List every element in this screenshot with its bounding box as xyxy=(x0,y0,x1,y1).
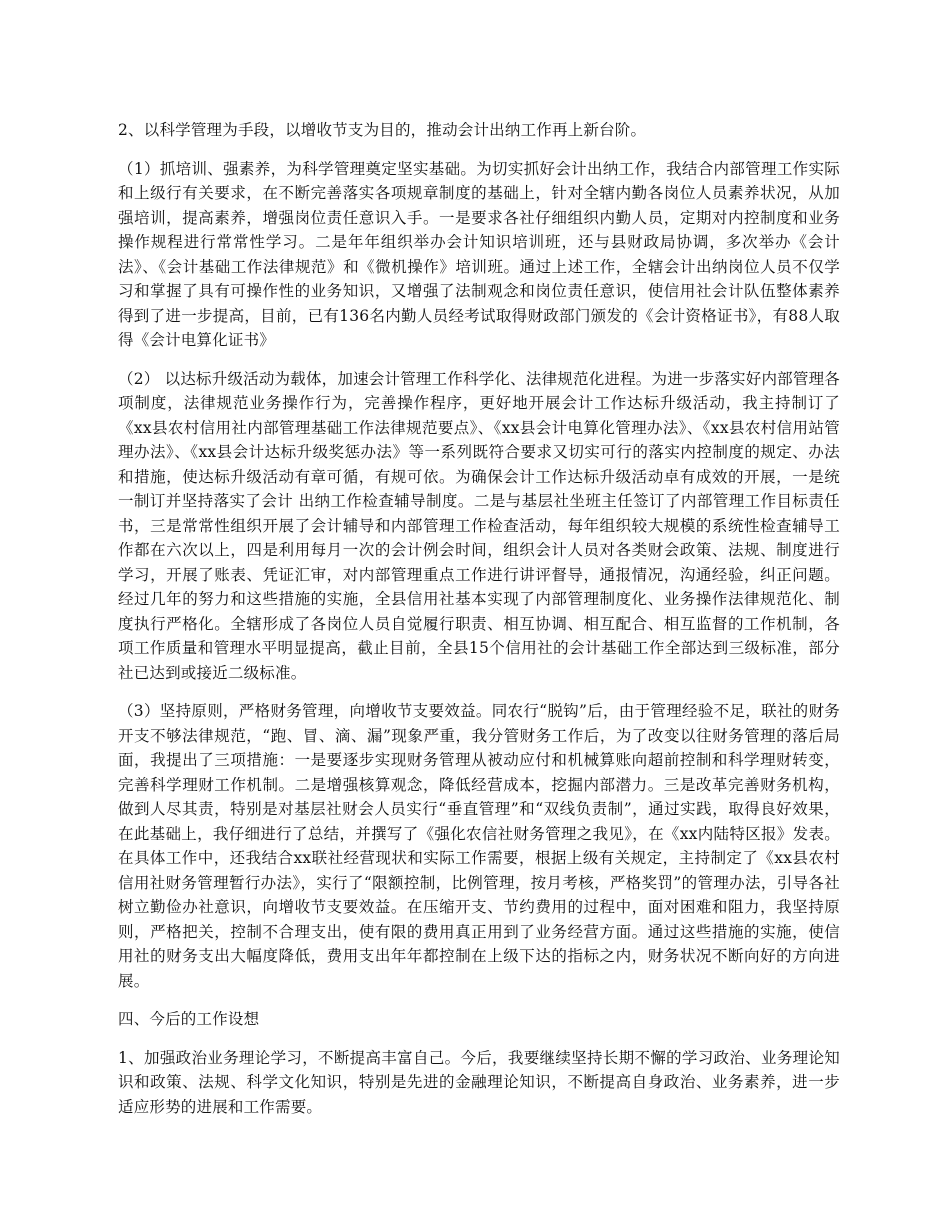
document-page xyxy=(118,118,840,1133)
paragraph-section-2-heading: 2、以科学管理为手段，以增收节支为目的，推动会计出纳工作再上新台阶。 xyxy=(118,121,647,139)
section-heading-future-plans: 四、今后的工作设想 xyxy=(118,1010,260,1028)
paragraph-financial-management: （3）坚持原则，严格财务管理，向增收节支要效益。同农行“脱钩”后，由于管理经验不足，联社的财务开支不够法律规范，“跑、冒、滴、漏”现象严重，我分管财务工作后，为了改变以往财务管理的落后局面，我提出了三项措施：一是要逐步实现财务管理从被动应付和机械算账向超前控制和科学理财转变，完善科学理财工作机制。二是增强核算观念，降低经营成本，挖掘内部潜力。三是改革完善财务机构，做到人尽其责，特别是对基层社财会人员实行“垂直管理”和“双线负责制”，通过实践，取得良好效果，在此基础上，我仔细进行了总结，并撰写了《强化农信社财务管理之我见》，在《xx内陆特区报》发表。在具体工作中，还我结合xx联社经营现状和实际工作需要，根据上级有关规定，主持制定了《xx县农村信用社财务管理暂行办法》，实行了“限额控制，比例管理，按月考核，严格奖罚”的管理办法，引导各社树立勤俭办社意识，向增收节支要效益。在压缩开支、节约费用的过程中，面对困难和阻力，我坚持原则，严格把关，控制不合理支出，使有限的费用真正用到了业务经营方面。通过这些措施的实施，使信用社的财务支出大幅度降低，费用支出年年都控制在上级下达的指标之内，财务状况不断向好的方向进展。 xyxy=(118,702,840,990)
paragraph-study-plan: 1、加强政治业务理论学习，不断提高丰富自己。今后，我要继续坚持长期不懈的学习政治、业务理论知识和政策、法规、科学文化知识，特别是先进的金融理论知识，不断提高自身政治、业务素养，进一步适应形势的进展和工作需要。 xyxy=(118,1048,840,1116)
paragraph-training: （1）抓培训、强素养，为科学管理奠定坚实基础。为切实抓好会计出纳工作，我结合内部管理工作实际和上级行有关要求，在不断完善落实各项规章制度的基础上，针对全辖内勤各岗位人员素养状况，从加强培训，提高素养，增强岗位责任意识入手。一是要求各社仔细组织内勤人员，定期对内控制度和业务操作规程进行常常性学习。二是年年组织举办会计知识培训班，还与县财政局协调，多次举办《会计法》、《会计基础工作法律规范》和《微机操作》培训班。通过上述工作，全辖会计出纳岗位人员不仅学习和掌握了具有可操作性的业务知识，又增强了法制观念和岗位责任意识，使信用社会计队伍整体素养得到了进一步提高，目前，已有136名内勤人员经考试取得财政部门颁发的《会计资格证书》，有88人取得《会计电算化证书》 xyxy=(118,159,840,349)
paragraph-standards-upgrade: （2） 以达标升级活动为载体，加速会计管理工作科学化、法律规范化进程。为进一步落实好内部管理各项制度，法律规范业务操作行为，完善操作程序，更好地开展会计工作达标升级活动，我主持制订了《xx县农村信用社内部管理基础工作法律规范要点》、《xx县会计电算化管理办法》、《xx县农村信用站管理办法》、《xx县会计达标升级奖惩办法》等一系列既符合要求又切实可行的落实内控制度的规定、办法和措施，使达标升级活动有章可循，有规可依。为确保会计工作达标升级活动卓有成效的开展，一是统一制订并坚持落实了会计 出纳工作检查辅导制度。二是与基层社坐班主任签订了内部管理工作目标责任书，三是常常性组织开展了会计辅导和内部管理工作检查活动，每年组织较大规模的系统性检查辅导工作都在六次以上，四是利用每月一次的会计例会时间，组织会计人员对各类财会政策、法规、制度进行学习，开展了账表、凭证汇审，对内部管理重点工作进行讲评督导，通报情况，沟通经验，纠正问题。经过几年的努力和这些措施的实施，全县信用社基本实现了内部管理制度化、业务操作法律规范化、制度执行严格化。全辖形成了各岗位人员自觉履行职责、相互协调、相互配合、相互监督的工作机制，各项工作质量和管理水平明显提高，截止目前，全县15个信用社的会计基础工作全部达到三级标准，部分社已达到或接近二级标准。 xyxy=(118,369,840,682)
